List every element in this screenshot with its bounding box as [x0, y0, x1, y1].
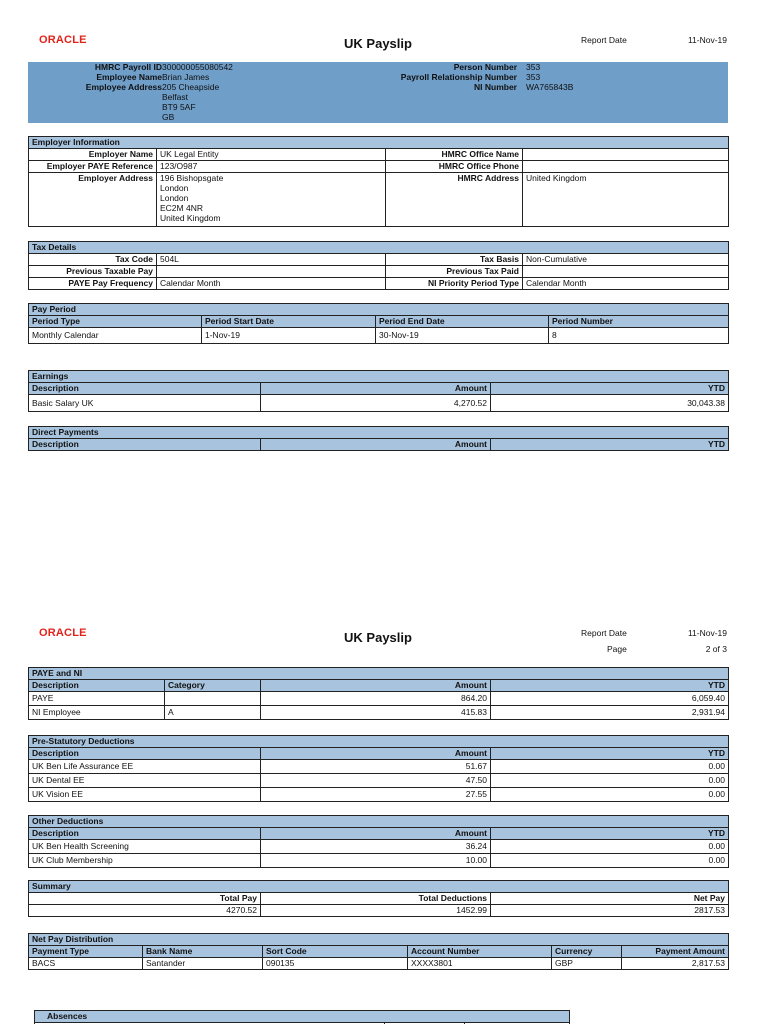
column-header: Period End Date — [376, 316, 549, 328]
table-row — [29, 760, 729, 774]
column-header: Payment Type — [29, 946, 143, 958]
hmrc-address-label: HMRC Address — [386, 173, 523, 227]
table-row — [29, 692, 729, 706]
table-cell: PAYE — [29, 692, 165, 706]
employer-name-label: Employer Name — [29, 149, 157, 161]
employee-name-value: Brian James — [162, 72, 210, 82]
table-cell: 2,931.94 — [491, 706, 729, 720]
section-title: Earnings — [29, 371, 729, 383]
paye-frequency-value: Calendar Month — [157, 278, 386, 290]
payroll-relationship-value: 353 — [526, 72, 541, 82]
section-title: Pay Period — [29, 304, 729, 316]
page-number: 2 of 3 — [705, 644, 727, 654]
report-date-value: 11-Nov-19 — [687, 628, 727, 638]
table-cell: 8 — [549, 328, 729, 344]
employer-information-section — [28, 136, 728, 227]
column-header: Bank Name — [143, 946, 263, 958]
previous-tax-paid-label: Previous Tax Paid — [386, 266, 523, 278]
column-header: Amount — [261, 439, 491, 451]
column-header: YTD — [491, 680, 729, 692]
column-header: Net Pay — [491, 893, 729, 905]
ni-priority-label: NI Priority Period Type — [386, 278, 523, 290]
paye-ni-section — [28, 667, 728, 720]
section-title: Absences — [35, 1011, 570, 1023]
column-header: Amount — [261, 748, 491, 760]
column-header: Payment Amount — [622, 946, 729, 958]
hmrc-office-phone-value — [523, 161, 729, 173]
pay-period-section — [28, 303, 728, 344]
direct-payments-section — [28, 426, 728, 451]
employer-name-value: UK Legal Entity — [157, 149, 386, 161]
table-row — [29, 905, 729, 917]
column-header: YTD — [491, 828, 729, 840]
table-cell: Santander — [143, 958, 263, 970]
employee-address-line: GB — [162, 112, 175, 122]
previous-taxable-pay-value — [157, 266, 386, 278]
hmrc-office-name-value — [523, 149, 729, 161]
column-header: Total Pay — [29, 893, 261, 905]
table-cell: 0.00 — [491, 854, 729, 868]
table-cell: 1-Nov-19 — [202, 328, 376, 344]
column-header: Description — [29, 439, 261, 451]
employer-address-line: United Kingdom — [160, 213, 221, 223]
table-cell: Monthly Calendar — [29, 328, 202, 344]
column-header: YTD — [491, 439, 729, 451]
section-title: PAYE and NI — [29, 668, 729, 680]
table-cell: 0.00 — [491, 774, 729, 788]
column-header: Description — [29, 748, 261, 760]
table-cell: 51.67 — [261, 760, 491, 774]
table-cell: 36.24 — [261, 840, 491, 854]
person-number-value: 353 — [526, 62, 541, 72]
table-cell: 090135 — [263, 958, 408, 970]
pre-statutory-deductions-section — [28, 735, 728, 802]
section-title: Direct Payments — [29, 427, 729, 439]
tax-code-label: Tax Code — [29, 254, 157, 266]
report-date-value: 11-Nov-19 — [687, 35, 727, 45]
column-header: YTD — [491, 748, 729, 760]
table-cell — [165, 692, 261, 706]
total-pay-value: 4270.52 — [29, 905, 261, 917]
column-header: Account Number — [408, 946, 552, 958]
table-cell: 0.00 — [491, 760, 729, 774]
payroll-relationship-label: Payroll Relationship Number — [400, 72, 517, 82]
table-cell: UK Vision EE — [29, 788, 261, 802]
table-cell: UK Dental EE — [29, 774, 261, 788]
column-header: Period Type — [29, 316, 202, 328]
table-row — [29, 706, 729, 720]
previous-taxable-pay-label: Previous Taxable Pay — [29, 266, 157, 278]
table-cell: Basic Salary UK — [29, 395, 261, 412]
summary-section — [28, 880, 728, 917]
employee-address-line: 205 Cheapside — [162, 82, 220, 92]
tax-basis-label: Tax Basis — [386, 254, 523, 266]
employee-address-label: Employee Address — [85, 82, 162, 92]
employer-address-label: Employer Address — [29, 173, 157, 227]
table-cell: 0.00 — [491, 840, 729, 854]
table-cell: 4,270.52 — [261, 395, 491, 412]
table-cell: XXXX3801 — [408, 958, 552, 970]
section-title: Other Deductions — [29, 816, 729, 828]
table-row — [29, 854, 729, 868]
column-header: Amount — [261, 680, 491, 692]
table-cell: UK Ben Life Assurance EE — [29, 760, 261, 774]
table-cell: 47.50 — [261, 774, 491, 788]
column-header: YTD — [491, 383, 729, 395]
column-header: Currency — [552, 946, 622, 958]
table-cell: 10.00 — [261, 854, 491, 868]
oracle-logo: ORACLE — [39, 627, 87, 639]
column-header: Description — [29, 828, 261, 840]
table-cell: 30-Nov-19 — [376, 328, 549, 344]
employee-details-band — [28, 62, 728, 123]
column-header: Period Start Date — [202, 316, 376, 328]
table-cell: 30,043.38 — [491, 395, 729, 412]
paye-reference-value: 123/O987 — [157, 161, 386, 173]
employer-address-value — [157, 173, 386, 227]
employer-address-line: London — [160, 193, 189, 203]
net-pay-value: 2817.53 — [491, 905, 729, 917]
section-title: Summary — [29, 881, 729, 893]
tax-details-section — [28, 241, 728, 290]
table-row — [29, 774, 729, 788]
paye-reference-label: Employer PAYE Reference — [29, 161, 157, 173]
employee-name-label: Employee Name — [96, 72, 162, 82]
section-title: Tax Details — [29, 242, 729, 254]
section-title: Pre-Statutory Deductions — [29, 736, 729, 748]
column-header: Sort Code — [263, 946, 408, 958]
report-date-label: Report Date — [581, 628, 627, 638]
other-deductions-section — [28, 815, 728, 868]
net-pay-distribution-section — [28, 933, 728, 970]
employer-address-line: EC2M 4NR — [160, 203, 203, 213]
hmrc-office-phone-label: HMRC Office Phone — [386, 161, 523, 173]
column-header: Category — [165, 680, 261, 692]
column-header: Amount — [261, 383, 491, 395]
table-row — [29, 840, 729, 854]
table-row — [29, 958, 729, 970]
table-cell: BACS — [29, 958, 143, 970]
absences-section — [34, 1010, 569, 1024]
ni-priority-value: Calendar Month — [523, 278, 729, 290]
ni-number-value: WA765843B — [526, 82, 574, 92]
section-title: Employer Information — [29, 137, 729, 149]
earnings-section — [28, 370, 728, 412]
table-row — [29, 328, 729, 344]
section-title: Net Pay Distribution — [29, 934, 729, 946]
total-deductions-value: 1452.99 — [261, 905, 491, 917]
employer-address-line: London — [160, 183, 189, 193]
page-label: Page — [607, 644, 627, 654]
table-cell: NI Employee — [29, 706, 165, 720]
hmrc-payroll-id-label: HMRC Payroll ID — [94, 62, 162, 72]
tax-code-value: 504L — [157, 254, 386, 266]
column-header: Description — [29, 680, 165, 692]
report-date-label: Report Date — [581, 35, 627, 45]
page-title: UK Payslip — [344, 36, 412, 51]
employee-address-line: BT9 5AF — [162, 102, 196, 112]
table-cell: 0.00 — [491, 788, 729, 802]
column-header: Description — [29, 383, 261, 395]
column-header: Amount — [261, 828, 491, 840]
employer-address-line: 196 Bishopsgate — [160, 173, 224, 183]
hmrc-payroll-id-value: 300000055080542 — [162, 62, 233, 72]
table-cell: UK Ben Health Screening — [29, 840, 261, 854]
table-cell: GBP — [552, 958, 622, 970]
hmrc-office-name-label: HMRC Office Name — [386, 149, 523, 161]
table-row — [29, 788, 729, 802]
table-cell: UK Club Membership — [29, 854, 261, 868]
hmrc-address-value: United Kingdom — [523, 173, 729, 227]
table-row — [29, 395, 729, 412]
oracle-logo: ORACLE — [39, 34, 87, 46]
ni-number-label: NI Number — [474, 82, 517, 92]
column-header: Total Deductions — [261, 893, 491, 905]
tax-basis-value: Non-Cumulative — [523, 254, 729, 266]
table-cell: 415.83 — [261, 706, 491, 720]
previous-tax-paid-value — [523, 266, 729, 278]
page-title: UK Payslip — [344, 630, 412, 645]
table-cell: 6,059.40 — [491, 692, 729, 706]
employee-address-line: Belfast — [162, 92, 188, 102]
table-cell: A — [165, 706, 261, 720]
table-cell: 864.20 — [261, 692, 491, 706]
person-number-label: Person Number — [453, 62, 517, 72]
table-cell: 2,817.53 — [622, 958, 729, 970]
column-header: Period Number — [549, 316, 729, 328]
paye-frequency-label: PAYE Pay Frequency — [29, 278, 157, 290]
table-cell: 27.55 — [261, 788, 491, 802]
